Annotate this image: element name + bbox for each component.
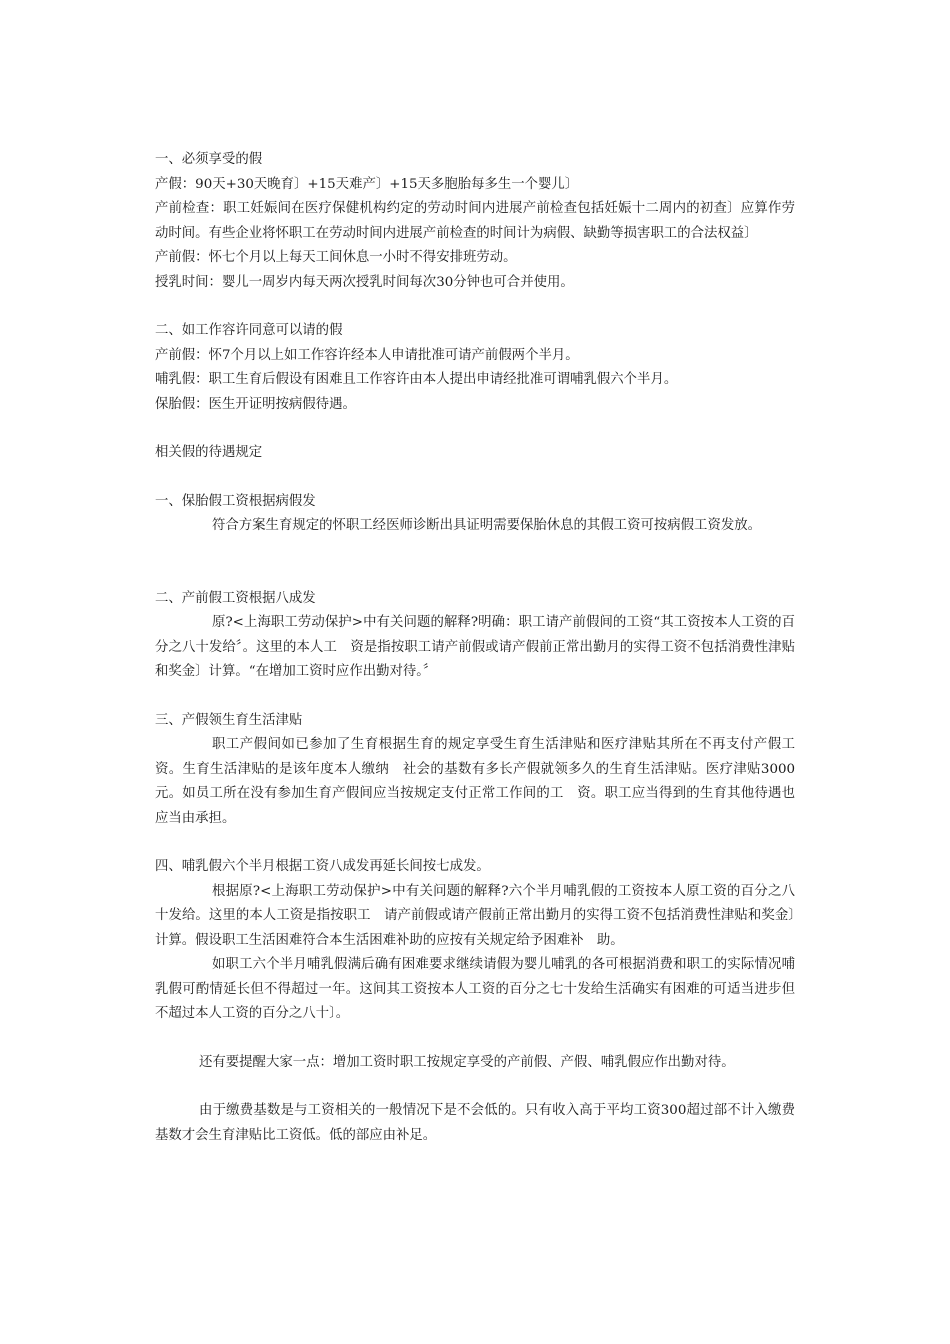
- treatment-title: 相关假的待遇规定: [155, 445, 263, 460]
- rule4-paragraph-2: 如职工六个半月哺乳假满后确有困难要求继续请假为婴儿哺乳的各可根据消费和职工的实际情况哺乳假可酌情延长但不得超过一年。这间其工资按本人工资的百分之七十发给生活确实有困难的可适当进步但不超过本人工资的百分之八十〕。: [155, 957, 795, 1021]
- spacer: [155, 1075, 795, 1099]
- rule1-heading: 一、保胎假工资根据病假发: [155, 493, 316, 509]
- reminder-paragraph: 还有要提醒大家一点：增加工资时职工按规定享受的产前假、产假、哺乳假应作出勤对待。: [199, 1054, 735, 1070]
- rule4-paragraph-1: 根据原?<上海职工劳动保护>中有关问题的解释?六个半月哺乳假的工资按本人原工资的百分之八十发给。这里的本人工资是指按职工 请产前假或请产假前正常出勤月的实得工资不包括消费性津贴和奖金〕计算。假设职工生活困难符合本生活困难补助的应按有关规定给予困难补 助。: [155, 883, 795, 948]
- section2-item-prenatal-leave: 产前假：怀7个月以上如工作容许经本人申请批准可请产前假两个半月。: [155, 347, 579, 363]
- closing-paragraph: 由于缴费基数是与工资相关的一般情况下是不会低的。只有收入高于平均工资300超过部不计入缴费基数才会生育津贴比工资低。低的部应由补足。: [155, 1103, 795, 1143]
- rule4-heading: 四、哺乳假六个半月根据工资八成发再延长间按七成发。: [155, 859, 490, 874]
- rule3-heading: 三、产假领生育生活津贴: [155, 712, 303, 728]
- section2-item-pregnancy-protection-leave: 保胎假：医生开证明按病假待遇。: [155, 396, 356, 412]
- section1-item-nursing-time: 授乳时间：婴儿一周岁内每天两次授乳时间每次30分钟也可合并使用。: [155, 274, 574, 290]
- section1-item-prenatal-checkup: 产前检查：职工妊娠间在医疗保健机构约定的劳动时间内进展产前检查包括妊娠十二周内的初查〕应算作劳动时间。有些企业将怀职工在劳动时间内进展产前检查的时间计为病假、缺勤等损害职工的合法权益〕: [155, 201, 795, 241]
- section1-heading: 一、必须享受的假: [155, 152, 263, 167]
- rule1-paragraph: 符合方案生育规定的怀职工经医师诊断出具证明需要保胎休息的其假工资可按病假工资发放。: [212, 518, 762, 533]
- rule2-paragraph: 原?<上海职工劳动保护>中有关问题的解释?明确：职工请产前假间的工资“其工资按本人工资的百分之八十发给〞。这里的本人工 资是指按职工请产前假或请产假前正常出勤月的实得工资不包括消费性津贴和奖金〕计算。“在增加工资时应作出勤对待。〞: [155, 615, 795, 679]
- spacer: [155, 1027, 795, 1051]
- section2-item-nursing-leave: 哺乳假：职工生育后假设有困难且工作容许由本人提出申请经批准可谓哺乳假六个半月。: [155, 372, 678, 387]
- spacer: [155, 295, 795, 319]
- section1-item-maternity-leave: 产假：90天+30天晚育〕+15天难产〕+15天多胞胎每多生一个婴儿〕: [155, 176, 579, 192]
- rule3-paragraph: 职工产假间如已参加了生育根据生育的规定享受生育生活津贴和医疗津贴其所在不再支付产假工资。生育生活津贴的是该年度本人缴纳 社会的基数有多长产假就领多久的生育生活津贴。医疗津贴3000元。如员工所在没有参加生育产假间应当按规定支付正常工作间的工 资。职工应当得到的生育其他待遇也应当由承担。: [155, 737, 795, 826]
- spacer: [155, 539, 795, 587]
- spacer: [155, 831, 795, 855]
- spacer: [155, 685, 795, 709]
- rule2-heading: 二、产前假工资根据八成发: [155, 590, 316, 606]
- section1-item-prenatal-leave: 产前假：怀七个月以上每天工间休息一小时不得安排班劳动。: [155, 250, 517, 265]
- spacer: [155, 417, 795, 441]
- spacer: [155, 466, 795, 490]
- document-page: [155, 148, 795, 1148]
- section2-heading: 二、如工作容许同意可以请的假: [155, 323, 343, 338]
